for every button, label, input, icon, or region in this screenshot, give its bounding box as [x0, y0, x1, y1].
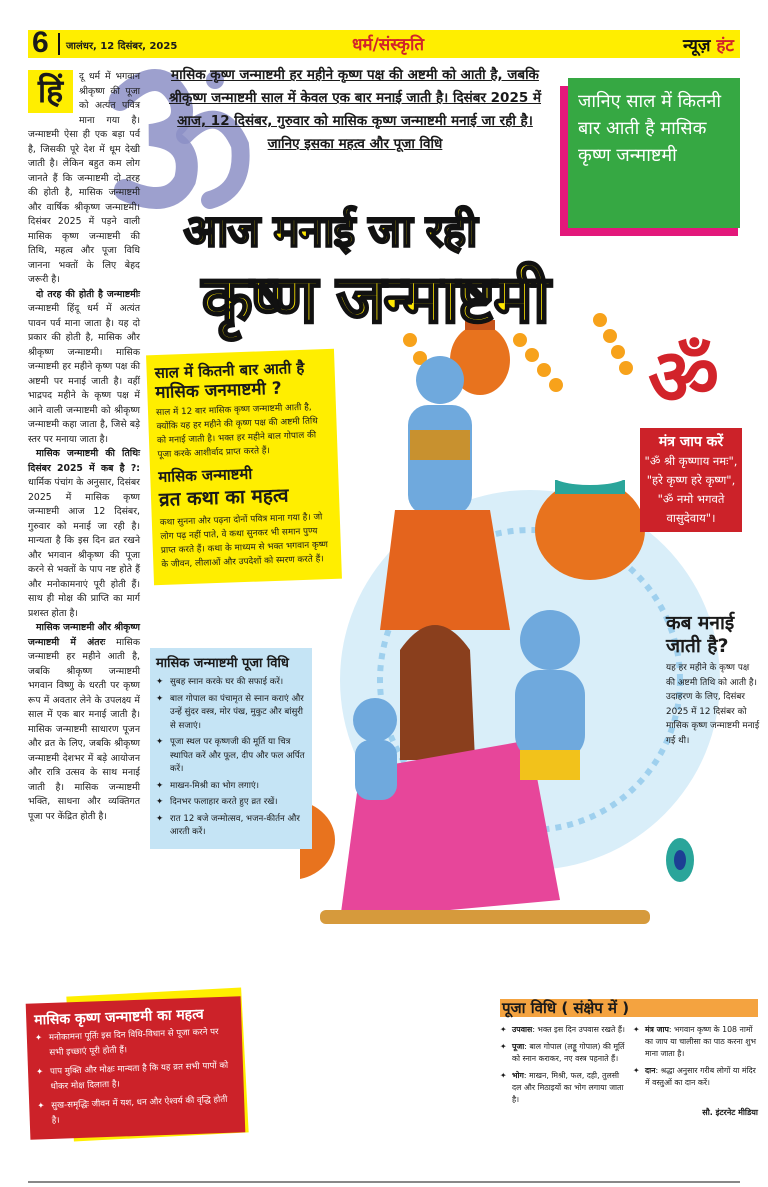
- star-bullet-icon: ✦: [156, 813, 164, 824]
- star-bullet-icon: ✦: [156, 797, 164, 807]
- list-item: [156, 736, 306, 777]
- list-item: [500, 1070, 625, 1106]
- puja-vidhi-box: [150, 648, 312, 849]
- callout-heading: मासिक जन्माष्टमी: [157, 464, 253, 486]
- subhead: मासिक जन्माष्टमी और श्रीकृष्ण जन्माष्टमी में अंतरः: [28, 622, 140, 648]
- logo-part2: हंट: [716, 36, 734, 56]
- list-item-text: दिनभर फलाहार करते हुए व्रत रखें।: [170, 797, 278, 807]
- subhead: मासिक जन्माष्टमी की तिथिः दिसंबर 2025 में कब है ?:: [28, 448, 140, 474]
- divider: [58, 33, 60, 55]
- list-item: [36, 1059, 236, 1096]
- list-item: [156, 676, 306, 690]
- paragraph: दू धर्म में भगवान श्रीकृष्ण की पूजा को अत्यंत पवित्र माना गया है। जन्माष्टमी ऐसा ही एक बड़ा पर्व है, जिसकी पूरे देश में धूम देखी जाती है। लेकिन बहुत कम लोग जानते हैं कि जन्माष्टमी दो तरह की होती है, मासिक जन्माष्टमी और वार्षिक श्रीकृष्ण जन्माष्टमी। दिसंबर 2025 में पड़ने वाली मासिक कृष्ण जन्माष्टमी की तिथि, महत्व और पूजा विधि जानना भक्तों के लिए बेहद जरूरी है।: [28, 71, 140, 285]
- om-icon: ॐ: [648, 333, 720, 423]
- item-text: : माखन, मिश्री, फल, दही, तुलसी दल और मिठाइयों का भोग लगाया जाता है।: [512, 1071, 624, 1104]
- list-item-text: पूजा स्थल पर कृष्णजी की मूर्ति या चित्र स्थापित करें और फूल, दीप और फल अर्पित करें।: [170, 737, 305, 774]
- callout-green: जानिए साल में कितनी बार आती है मासिक कृष्ण जन्माष्टमी: [568, 78, 740, 228]
- item-text: : श्रद्धा अनुसार गरीब लोगों या मंदिर में वस्तुओं का दान करें।: [645, 1066, 756, 1087]
- callout-heading: साल में कितनी बार आती है: [154, 358, 305, 383]
- paragraph-text: जन्माष्टमी हिंदू धर्म में अत्यंत पावन पर्व माना जाता है। यह दो प्रकार की होती है, मासिक और श्रीकृष्ण जन्माष्टमी। मासिक जन्माष्टमी हर महीने कृष्ण पक्ष की अष्टमी पर मनाई जाती है। वहीं भाद्रपद महीने के कृष्ण पक्ष में आने वाली जन्माष्टमी को श्रीकृष्ण जन्माष्टमी कहा जाता है, जिसे बड़े स्तर पर मनाया जाता है।: [28, 303, 140, 445]
- star-bullet-icon: ✦: [156, 677, 164, 687]
- paragraph-text: धार्मिक पंचांग के अनुसार, दिसंबर 2025 में मासिक कृष्ण जन्माष्टमी आज 12 दिसंबर, गुरुवार को मनाई जा रही है। मान्यता है कि इस दिन व्रत रखने और भगवान श्रीकृष्ण की पूजा करने से भक्तों के पाप नष्ट होते हैं और मनोकामनाएं पूरी होती हैं। साथ ही मोक्ष की प्राप्ति का मार्ग प्रशस्त होता है।: [28, 477, 140, 619]
- newspaper-logo: [683, 33, 734, 56]
- list-item-text: रात 12 बजे जन्मोत्सव, भजन-कीर्तन और आरती करें।: [170, 813, 300, 837]
- section-heading: कब मनाई जाती है?: [666, 612, 735, 657]
- item-text: : भक्त इस दिन उपवास रखते हैं।: [532, 1025, 625, 1034]
- section-text: यह हर महीने के कृष्ण पक्ष की अष्टमी तिथि को आती है। उदाहरण के लिए, दिसंबर 2025 में 12 दिसंबर को मासिक कृष्ण जन्माष्टमी मनाई गई थी।: [666, 663, 760, 746]
- list-item: [35, 1025, 235, 1062]
- star-bullet-icon: ✦: [156, 780, 164, 791]
- callout-heading: मासिक जनमाष्टमी ?: [155, 378, 282, 404]
- item-label: उपवास: [512, 1025, 533, 1034]
- paragraph: [28, 288, 140, 448]
- mahatva-box: [26, 996, 246, 1139]
- star-bullet-icon: ✦: [633, 1025, 640, 1034]
- list-item-text: सुबह स्नान करके घर की सफाई करें।: [170, 677, 284, 687]
- kab-section: [666, 612, 760, 748]
- star-bullet-icon: ✦: [35, 1067, 44, 1078]
- callout-text: कथा सुनना और पढ़ना दोनों पवित्र माना गया है। जो लोग पढ़ नहीं पाते, वे कथा सुनकर भी समान पुण्य प्राप्त करते हैं। कथा के माध्यम से भक्त भगवान कृष्ण के जीवन, लीलाओं और उपदेशों को स्मरण करते हैं।: [159, 512, 329, 570]
- paragraph: [28, 447, 140, 621]
- flute-icon: [320, 910, 650, 924]
- headline-line-1: आज मनाई जा रही: [183, 206, 477, 257]
- list-item: [500, 1024, 625, 1036]
- list-item: [37, 1093, 237, 1130]
- paragraph: [28, 621, 140, 824]
- item-label: पूजा: [512, 1042, 525, 1051]
- peacock-feather-icon: [666, 838, 694, 882]
- list-item-text: सुख-समृद्धिः जीवन में यश, धन और ऐश्वर्य की वृद्धि होती है।: [51, 1094, 228, 1126]
- star-bullet-icon: ✦: [37, 1101, 45, 1112]
- list-item-text: बाल गोपाल का पंचामृत से स्नान कराएं और उन्हें सुंदर वस्त्र, मोर पंख, मुकुट और बांसुरी से सजाएं।: [170, 693, 304, 731]
- bottom-rule: [28, 1181, 740, 1183]
- drop-cap: हिं: [28, 70, 73, 113]
- list-item-text: मनोकामना पूर्तिः इस दिन विधि-विधान से पूजा करने पर सभी इच्छाएं पूरी होती हैं।: [48, 1027, 219, 1058]
- left-column-article: [28, 70, 140, 824]
- list-item: [156, 693, 306, 734]
- list-item-text: पाप मुक्ति और मोक्षः मान्यता है कि यह व्रत सभी पापों को धोकर मोक्ष दिलाता है।: [49, 1060, 229, 1092]
- box-heading: मासिक जन्माष्टमी पूजा विधि: [156, 656, 289, 671]
- krishna-adult-figure: [380, 356, 510, 630]
- list-item: [633, 1065, 758, 1089]
- paragraph-text: मासिक जन्माष्टमी हर महीने आती है, जबकि श्रीकृष्ण जन्माष्टमी भगवान विष्णु के धरती पर कृष्ण रूप में अवतार लेने के उपलक्ष्य में साल में एक बार मनाई जाती है। मासिक जन्माष्टमी साधारण पूजन और व्रत के लिए, जबकि श्रीकृष्ण जन्माष्टमी देशभर में बड़े आयोजन और रात्रि उत्सव के साथ मनाई जाती है। मासिक जन्माष्टमी भक्ति, साधना और व्यक्तिगत पूजा पर केंद्रित होती है।: [28, 636, 140, 822]
- callout-heading: व्रत कथा का महत्व: [158, 484, 289, 511]
- section-title: धर्म/संस्कृति: [351, 35, 425, 55]
- star-bullet-icon: ✦: [156, 693, 164, 704]
- star-bullet-icon: ✦: [500, 1042, 507, 1051]
- box-heading: मंत्र जाप करें: [658, 434, 724, 450]
- item-text: : बाल गोपाल (लड्डू गोपाल) की मूर्ति को स्नान कराकर, नए वस्त्र पहनाते हैं।: [512, 1042, 625, 1063]
- edition-date: जालंधर, 12 दिसंबर, 2025: [66, 41, 178, 52]
- image-credit: सौ. इंटरनेट मीडिया: [702, 1108, 758, 1117]
- item-label: भोग: [512, 1071, 524, 1080]
- star-bullet-icon: ✦: [156, 737, 164, 747]
- list-item-text: माखन-मिश्री का भोग लगाएं।: [170, 780, 259, 791]
- list-item: [156, 780, 306, 794]
- list-item: [633, 1024, 758, 1060]
- box-heading: मासिक कृष्ण जन्माष्टमी का महत्व: [34, 1006, 204, 1029]
- logo-part1: न्यूज़: [682, 36, 711, 56]
- star-bullet-icon: ✦: [500, 1071, 507, 1080]
- box-text: "ॐ श्री कृष्णाय नमः", "हरे कृष्ण हरे कृष्ण", "ॐ नमो भगवते वासुदेवाय"।: [644, 454, 738, 525]
- list-item: [500, 1041, 625, 1065]
- item-label: दान: [645, 1066, 656, 1075]
- star-bullet-icon: ✦: [500, 1025, 507, 1034]
- puja-vidhi-summary: [500, 996, 758, 1118]
- callout-yellow: [146, 349, 342, 585]
- item-text: : भगवान कृष्ण के 108 नामों का जाप या चालीसा का पाठ करना शुभ माना जाता है।: [645, 1025, 756, 1058]
- headline-line-2: कृष्ण जन्माष्टमी: [201, 261, 549, 338]
- item-label: मंत्र जाप: [645, 1025, 669, 1034]
- list-item: [156, 813, 306, 840]
- star-bullet-icon: ✦: [633, 1066, 640, 1075]
- mantra-box: [640, 428, 742, 532]
- list-item: [156, 796, 306, 810]
- lead-paragraph: मासिक कृष्ण जन्माष्टमी हर महीने कृष्ण पक्ष की अष्टमी को आती है, जबकि श्रीकृष्ण जन्माष्टमी साल में केवल एक बार मनाई जाती है। दिसंबर 2025 में आज, 12 दिसंबर, गुरुवार को मासिक कृष्ण जन्माष्टमी मनाई जा रही है। जानिए इसका महत्व और पूजा विधि: [168, 67, 542, 152]
- page-number: 6: [32, 26, 49, 59]
- subhead: दो तरह की होती है जन्माष्टमीः: [36, 288, 140, 300]
- page-header: [28, 26, 740, 59]
- star-bullet-icon: ✦: [34, 1033, 43, 1044]
- section-heading: पूजा विधि ( संक्षेप में ): [502, 999, 630, 1017]
- callout-text: साल में 12 बार मासिक कृष्ण जन्माष्टमी आती है, क्योंकि यह हर महीने की कृष्ण पक्ष की अष्टमी तिथि को मनाई जाती है। भक्त हर महीने बाल गोपाल की पूजा करके आशीर्वाद प्राप्त करते हैं।: [155, 402, 318, 461]
